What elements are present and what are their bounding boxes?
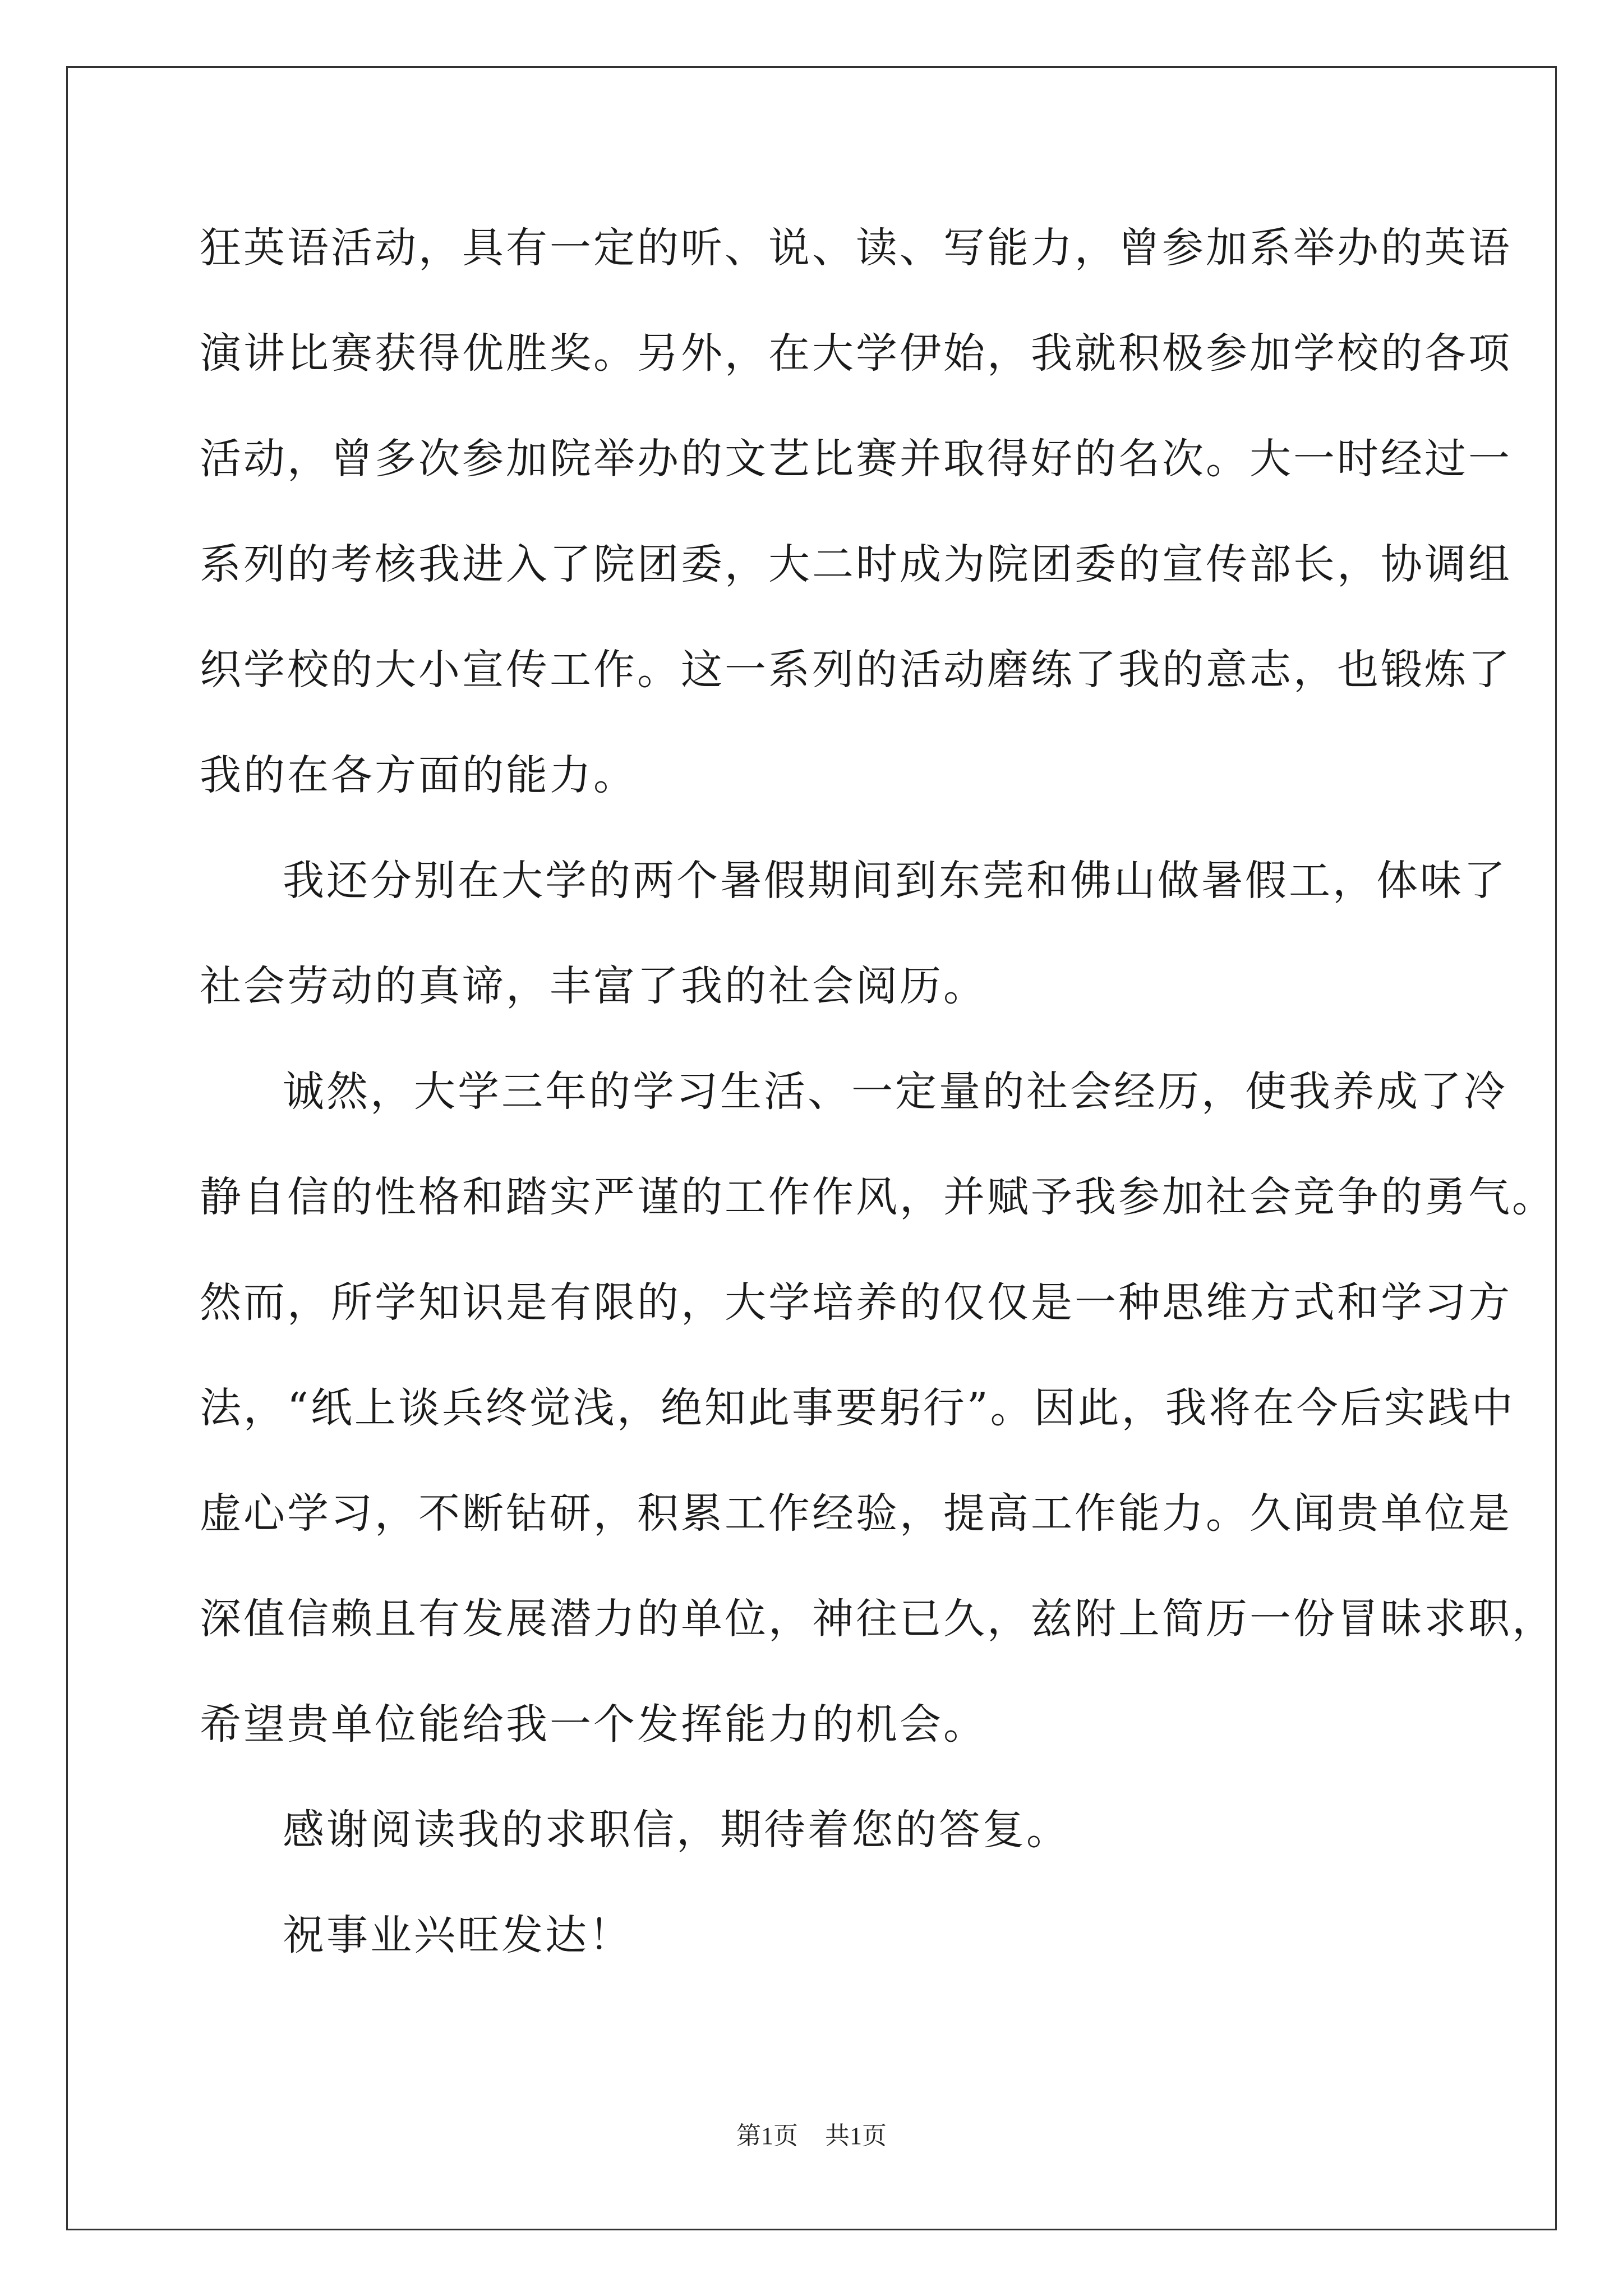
paragraph-3-line-1: 诚然，大学三年的学习生活、一定量的社会经历，使我养成了冷	[283, 1068, 1507, 1116]
paragraph-2-line-1: 我还分别在大学的两个暑假期间到东莞和佛山做暑假工，体味了	[283, 857, 1507, 905]
paragraph-3-line-2: 静自信的性格和踏实严谨的工作作风，并赋予我参加社会竞争的勇气。	[200, 1173, 1556, 1221]
paragraph-1-line-6: 我的在各方面的能力。	[200, 751, 637, 799]
page-footer	[0, 2119, 1623, 2153]
paragraph-3-line-3: 然而，所学知识是有限的，大学培养的仅仅是一种思维方式和学习方	[200, 1278, 1512, 1327]
paragraph-3-line-7: 希望贵单位能给我一个发挥能力的机会。	[200, 1700, 987, 1749]
paragraph-1-line-3: 活动，曾多次参加院举办的文艺比赛并取得好的名次。大一时经过一	[200, 435, 1512, 483]
paragraph-1-line-4: 系列的考核我进入了院团委，大二时成为院团委的宣传部长，协调组	[200, 540, 1512, 588]
paragraph-1-line-5: 织学校的大小宣传工作。这一系列的活动磨练了我的意志，也锻炼了	[200, 646, 1512, 694]
paragraph-2-line-2: 社会劳动的真谛，丰富了我的社会阅历。	[200, 962, 987, 1010]
paragraph-3-line-5: 虚心学习，不断钻研，积累工作经验，提高工作能力。久闻贵单位是	[200, 1489, 1512, 1538]
paragraph-4-line-1: 感谢阅读我的求职信，期待着您的答复。	[283, 1806, 1070, 1854]
page-number-current: 第1页	[736, 2122, 798, 2150]
paragraph-3-line-6: 深值信赖且有发展潜力的单位，神往已久，兹附上简历一份冒昧求职，	[200, 1595, 1556, 1643]
paragraph-3-line-4: 法，“纸上谈兵终觉浅，绝知此事要躬行”。因此，我将在今后实践中	[200, 1384, 1515, 1432]
paragraph-1-line-1: 狂英语活动，具有一定的听、说、读、写能力，曾参加系举办的英语	[200, 224, 1512, 272]
paragraph-5-line-1: 祝事业兴旺发达！	[283, 1911, 633, 1959]
page-number-total: 共1页	[825, 2122, 887, 2150]
paragraph-1-line-2: 演讲比赛获得优胜奖。另外，在大学伊始，我就积极参加学校的各项	[200, 329, 1512, 378]
